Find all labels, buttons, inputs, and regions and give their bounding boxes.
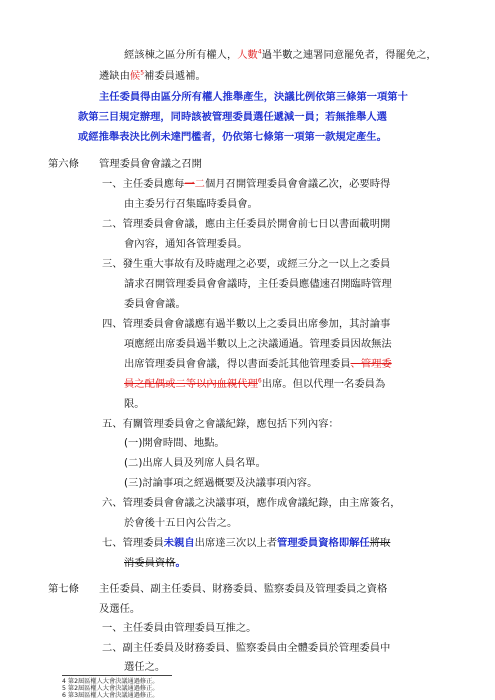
list-item-cont: 由主委另行召集臨時委員會。 bbox=[124, 198, 258, 210]
footnote-text: 第2屆區權人大會決議通過修正。 bbox=[67, 685, 159, 692]
list-item-cont: 於會後十五日內公告之。 bbox=[124, 517, 238, 529]
footnote-mark: 4 bbox=[257, 48, 262, 56]
footnote-mark: 6 bbox=[257, 377, 262, 385]
amendment-text: 管理委員資格即解任 bbox=[277, 537, 370, 549]
footnote-text: 第3屆區權人大會決議通過修正。 bbox=[67, 692, 159, 699]
article-label: 第六條 bbox=[48, 158, 79, 170]
list-item: 二、副主任委員及財務委員、監察委員由全體委員於管理委員中 bbox=[102, 642, 391, 654]
text-span: 出席管理委員會會議，得以書面委託其他管理委員 bbox=[124, 358, 351, 370]
list-item: 六、管理委員會會議之決議事項，應作成會議紀錄，由主席簽名， bbox=[102, 497, 401, 509]
footnote-text: 第2屆區權人大會決議通過修正。 bbox=[67, 678, 159, 685]
text-span: 遴缺由 bbox=[99, 70, 130, 82]
footnote-mark: 5 bbox=[140, 69, 145, 77]
amendment-line: 款第三目規定辦理，同時該被管理委員選任遞減一員；若無推舉人選 bbox=[78, 111, 387, 123]
list-item bbox=[102, 537, 390, 550]
sub-item: (二)出席人員及列席人員名單。 bbox=[124, 457, 266, 469]
deleted-text: 、管理委 bbox=[350, 358, 392, 370]
list-item-cont: 會內容，通知各管理委員。 bbox=[124, 238, 248, 250]
list-item: 四、管理委員會會議應有過半數以上之委員出席參加，其討論事 bbox=[102, 318, 391, 330]
revision-text: 人數 bbox=[237, 49, 258, 61]
text-span: 補委員遞補。 bbox=[144, 70, 206, 82]
revision-text: 候 bbox=[129, 70, 141, 82]
text-span: 個月召開管理委員會會議乙次，必要時得 bbox=[204, 178, 391, 190]
article-label: 第七條 bbox=[48, 583, 79, 595]
list-item-cont: 項應經出席委員過半數以上之決議通過。管理委員因故無法 bbox=[124, 338, 392, 350]
list-item: 一、主任委員由管理委員互推之。 bbox=[102, 622, 257, 634]
deleted-text: 員之配偶或二等以內血親代理 bbox=[124, 378, 258, 390]
text-span: 出席。但以代理一名委員為 bbox=[261, 378, 386, 390]
list-item-cont: 選任之。 bbox=[124, 661, 166, 673]
list-item-cont: 委員會會議。 bbox=[124, 298, 186, 310]
footnote-mark: 5 bbox=[62, 685, 66, 692]
list-item bbox=[102, 178, 390, 191]
text-span: 七、管理委員 bbox=[102, 537, 164, 549]
footnote-mark: 6 bbox=[62, 692, 66, 699]
sub-item: (一)開會時間、地點。 bbox=[124, 437, 225, 449]
text-span: 一、主任委員應每 bbox=[102, 178, 185, 190]
revision-text: 二 bbox=[194, 178, 205, 190]
text-line bbox=[124, 49, 437, 62]
text-line bbox=[99, 70, 206, 83]
text-span: 經該棟之區分所有權人， bbox=[124, 49, 238, 61]
list-item-cont: 請求召開管理委員會會議時，主任委員應儘速召開臨時管理 bbox=[124, 278, 392, 290]
deleted-text: 將取 bbox=[369, 537, 391, 549]
article-title: 管理委員會會議之召開 bbox=[99, 158, 202, 170]
sub-item: (三)討論事項之經過概要及決議事項內容。 bbox=[124, 477, 318, 489]
list-item-cont bbox=[124, 557, 186, 570]
list-item-cont bbox=[124, 378, 385, 391]
deleted-text: 一 bbox=[184, 178, 195, 190]
footnote bbox=[62, 692, 158, 700]
text-span: 出席達三次以上者 bbox=[194, 537, 278, 549]
deleted-text: 消委員資格 bbox=[124, 557, 176, 569]
article-title: 主任委員、副主任委員、財務委員、監察委員及管理委員之資格 bbox=[99, 583, 388, 595]
text-span: 。 bbox=[175, 557, 186, 569]
amendment-text: 未親自 bbox=[163, 537, 195, 549]
amendment-line: 或經推舉表決比例未達門檻者，仍依第七條第一項第一款規定產生。 bbox=[78, 131, 387, 143]
text-span: 過半數之連署同意罷免者，得罷免之， bbox=[261, 49, 437, 61]
footnote-mark: 4 bbox=[62, 678, 66, 685]
list-item-cont: 限。 bbox=[124, 398, 145, 410]
list-item: 二、管理委員會會議，應由主任委員於開會前七日以書面載明開 bbox=[102, 218, 391, 230]
text-line: 及選任。 bbox=[99, 603, 141, 615]
footnote-divider bbox=[62, 675, 172, 676]
list-item: 五、有關管理委員會之會議紀錄，應包括下列內容： bbox=[102, 418, 339, 430]
list-item: 三、發生重大事故有及時處理之必要，或經三分之一以上之委員 bbox=[102, 258, 391, 270]
list-item-cont bbox=[124, 358, 392, 371]
amendment-line: 主任委員得由區分所有權人推舉產生，決議比例依第三條第一項第十 bbox=[99, 91, 408, 103]
